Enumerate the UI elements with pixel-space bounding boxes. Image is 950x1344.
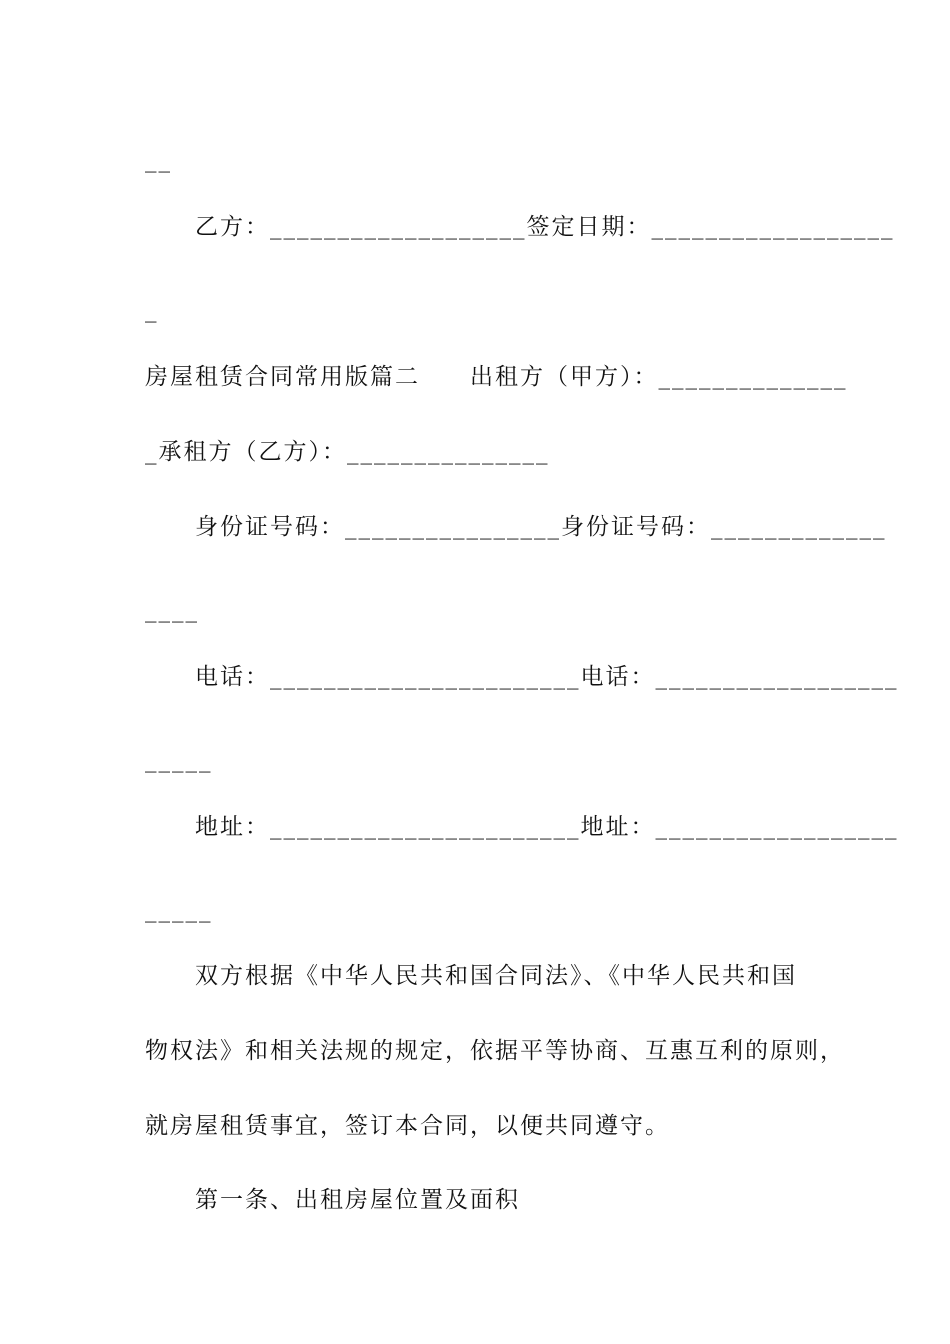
id-number-line: 身份证号码：________________身份证号码：_____________ <box>195 514 887 540</box>
article-one-heading: 第一条、出租房屋位置及面积 <box>195 1187 520 1213</box>
address-line: 地址：_______________________地址：__________________ <box>195 814 899 840</box>
blank-continuation-line: ____ <box>145 597 199 623</box>
blank-continuation-line: _____ <box>145 747 213 773</box>
blank-continuation-line: __ <box>145 147 172 173</box>
preamble-line-1: 双方根据《中华人民共和国合同法》、《中华人民共和国 <box>195 963 797 989</box>
preamble-line-3: 就房屋租赁事宜，签订本合同，以便共同遵守。 <box>145 1113 670 1139</box>
preamble-line-2: 物权法》和相关法规的规定，依据平等协商、互惠互利的原则， <box>145 1038 845 1064</box>
tenant-line: _承租方（乙方）：_______________ <box>145 439 550 465</box>
blank-continuation-line: _ <box>145 297 159 323</box>
party-b-sign-date-line: 乙方：___________________签定日期：__________________ <box>195 214 895 240</box>
blank-continuation-line: _____ <box>145 897 213 923</box>
section-heading-line: 房屋租赁合同常用版篇二 出租方（甲方）：______________ <box>145 364 848 390</box>
phone-line: 电话：_______________________电话：__________________ <box>195 664 899 690</box>
